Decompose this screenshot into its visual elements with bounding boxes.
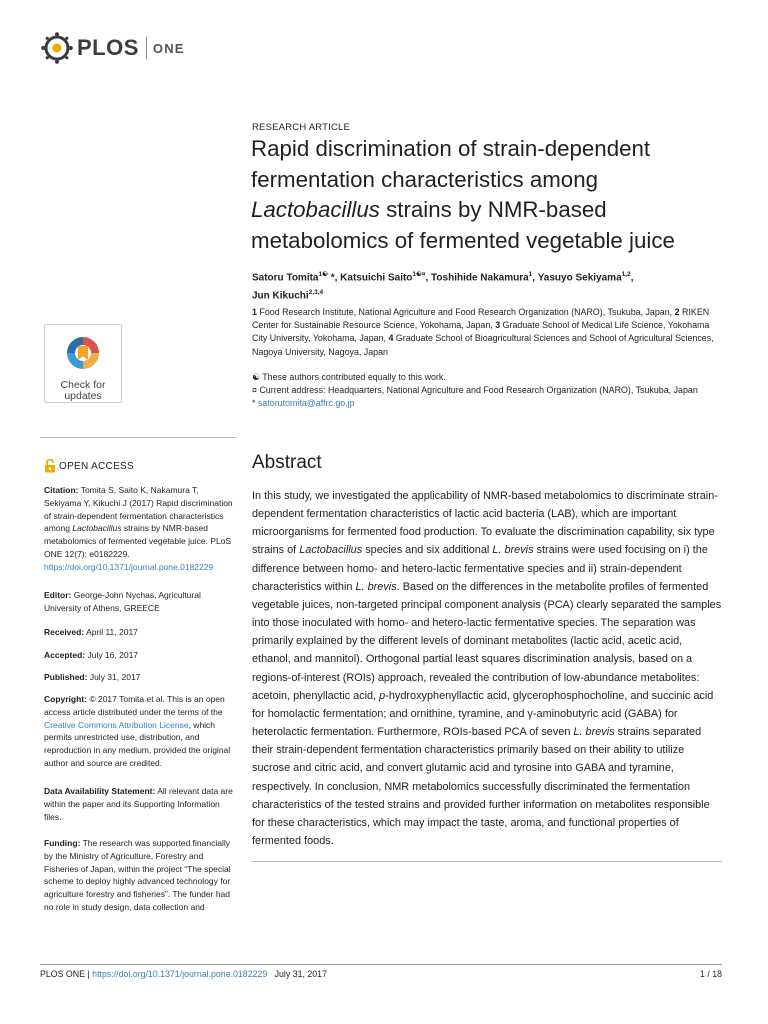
open-lock-icon — [44, 459, 56, 473]
citation-doi-link[interactable]: https://doi.org/10.1371/journal.pone.0182229 — [44, 561, 214, 572]
check-updates-label: Check for updates — [60, 379, 106, 402]
logo-divider — [146, 37, 147, 59]
left-divider — [40, 437, 236, 438]
abstract-divider — [252, 861, 722, 862]
abstract-heading: Abstract — [252, 452, 322, 473]
email-link[interactable]: satorutomita@affrc.go.jp — [257, 398, 355, 409]
article-title: Rapid discrimination of strain-dependent fermentation characteristics among Lactobacillus strains by NMR-based metabolomics of fermented vegetable juice — [251, 136, 675, 253]
received-block: Received: April 11, 2017 — [44, 627, 138, 637]
current-address-note: ¤ Current address: Headquarters, National Agriculture and Food Research Organization (NARO), Tsukuba, Japan — [252, 385, 698, 396]
author-list: Satoru Tomita$^{1☯}$ *, Katsuichi Saito$^{1☯¤}$, Toshihide Nakamura$^1$, Yasuyo Sekiyama$^{1,2}$, Jun Kikuchi$^{2,3,4}$ — [252, 271, 634, 302]
citation-block: Citation: Tomita S, Saito K, Nakamura T, Sekiyama Y, Kikuchi J (2017) Rapid discrimination of strain-dependent fermentation characteristics among Lactobacillus strains by NMR-based metabolomics of fermented vegetable juice. PLoS ONE 12(7): e0182229. https://doi.org/10.1371/journal.pone.0182229 — [44, 485, 233, 572]
logo-wordmark: PLOS — [77, 35, 139, 60]
author-notes — [252, 371, 722, 411]
check-updates-icon — [63, 333, 103, 373]
published-block: Published: July 31, 2017 — [44, 672, 141, 682]
copyright-block: Copyright: © 2017 Tomita et al. This is an open access article distributed under the terms of the Creative Commons Attribution License, which permits unrestricted use, distribution, and reproduction in any medium, provided the original author and source are credited. — [44, 694, 231, 768]
check-for-updates-badge[interactable] — [44, 324, 122, 403]
corresponding-email: * satorutomita@affrc.go.jp — [252, 398, 355, 409]
logo-journal-name: ONE — [152, 40, 185, 56]
affiliations: 1 Food Research Institute, National Agriculture and Food Research Organization (NARO), Tsukuba, Japan, 2 RIKEN Center for Sustainable Resource Science, Yokohama, Japan, 3 Graduate School of Medical Life Science, Yokohama City University, Yokohama, Japan, 4 Graduate School of Bioagricultural Sciences and School of Agricultural Sciences, Nagoya University, Nagoya, Japan — [252, 307, 714, 357]
footer-divider — [40, 964, 722, 965]
open-access-label: OPEN ACCESS — [44, 459, 134, 473]
abstract-text: In this study, we investigated the applicability of NMR-based metabolomics to discriminate strain-dependent fermentation characteristics of lactic acid bacteria (LAB), which are important microorganisms for fermented food production. To evaluate the discrimination capability, six type strains of Lactobacillus species and six additional L. brevis strains were used focusing on i) the difference between homo- and hetero-lactic fermentative species and ii) strain-dependent characteristics within L. brevis. Based on the differences in the metabolite profiles of fermented vegetable juices, non-targeted principal component analysis (PCA) clearly separated the samples into those inoculated with homo- and hetero-lactic fermentative species. The separation was primarily explained by the different levels of dominant metabolites (lactic acid, acetic acid, ethanol, and mannitol). Orthogonal partial least squares discrimination analysis, based on a regions-of-interest (ROIs) approach, revealed the contribution of low-abundance metabolites: acetoin, phenyllactic acid, p-hydroxyphenyllactic acid, glycerophosphocholine, and succinic acid for homolactic fermentation; and ornithine, tyramine, and γ-aminobutyric acid (GABA) for heterolactic fermentation. Furthermore, ROIs-based PCA of seven L. brevis strains separated their strain-dependent fermentation characteristics primarily based on their ability to utilize sucrose and citric acid, and convert glutamic acid and tyrosine into GABA and tyramine, respectively. In conclusion, NMR metabolomics successfully discriminated the fermentation characteristics of the tested strains and provided further information on metabolites responsible for these characteristics, which may impact the taste, aroma, and functional properties of fermented foods. — [252, 490, 722, 847]
accepted-block: Accepted: July 16, 2017 — [44, 650, 139, 660]
plos-logo-icon — [40, 31, 74, 65]
equal-contribution-note: ☯ These authors contributed equally to this work. — [252, 372, 446, 382]
funding-block: Funding: The research was supported financially by the Ministry of Agriculture, Forestry and Fisheries of Japan, within the project “The special scheme to deploy highly advanced technology for agriculture forestry and fisheries”. The funder had no role in study design, data collection and — [44, 838, 231, 912]
editor-block: Editor: George-John Nychas, Agricultural University of Athens, GREECE — [44, 590, 201, 613]
footer-citation: PLOS ONE | https://doi.org/10.1371/journal.pone.0182229 July 31, 2017 — [40, 969, 327, 979]
data-availability-block: Data Availability Statement: All relevant data are within the paper and its Supporting Information files. — [44, 786, 233, 822]
footer-doi-link[interactable]: https://doi.org/10.1371/journal.pone.0182229 — [92, 969, 268, 979]
page-number: 1 / 18 — [699, 969, 722, 979]
plos-one-logo[interactable] — [40, 32, 185, 64]
article-type: RESEARCH ARTICLE — [252, 122, 351, 133]
cc-license-link[interactable]: Creative Commons Attribution License — [44, 719, 189, 730]
